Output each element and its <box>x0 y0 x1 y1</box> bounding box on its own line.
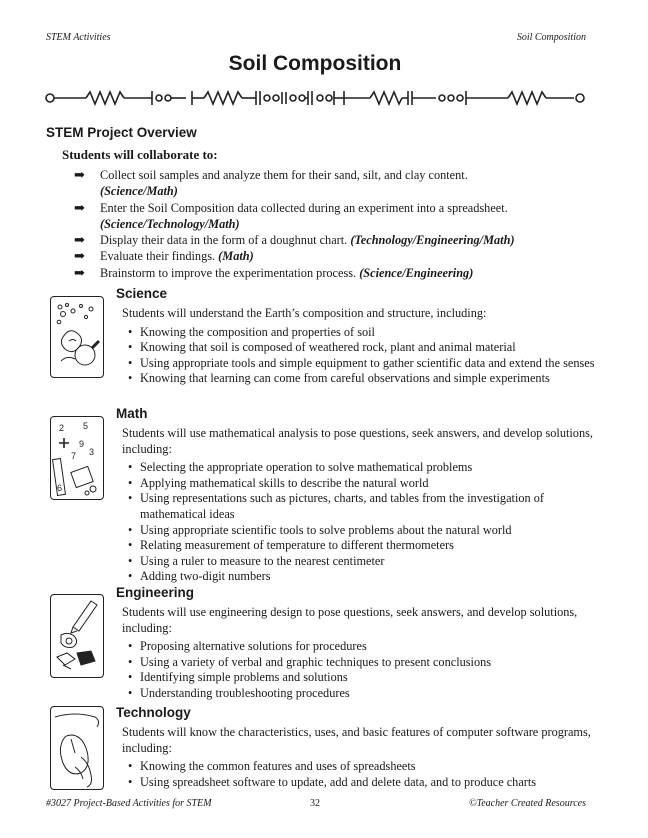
list-item: • Adding two-digit numbers <box>128 569 271 584</box>
arrow-icon: ➡ <box>74 264 85 280</box>
arrow-icon: ➡ <box>74 248 85 264</box>
overview-item-text: Brainstorm to improve the experimentation process. <box>100 265 357 280</box>
list-item: • Relating measurement of temperature to different thermometers <box>128 538 454 553</box>
list-item: • Knowing that learning can come from careful observations and simple experiments <box>128 371 550 386</box>
engineering-block <box>122 605 602 702</box>
overview-item-tag: (Science/Engineering) <box>359 265 474 280</box>
overview-subheading: Students will collaborate to: <box>62 147 218 162</box>
math-icon-digit: 3 <box>89 447 95 457</box>
overview-item-text: Collect soil samples and analyze them for their sand, silt, and clay content. <box>100 168 468 182</box>
footer-copyright: ©Teacher Created Resources <box>468 798 586 809</box>
list-item: • Knowing the composition and properties of soil <box>128 324 375 339</box>
list-item: • Using a variety of verbal and graphic techniques to present conclusions <box>128 654 492 669</box>
list-item: • Knowing that soil is composed of weathered rock, plant and animal material <box>128 340 516 355</box>
math-icon-digit: 2 <box>59 423 65 433</box>
technology-heading: Technology <box>116 705 191 720</box>
overview-item-tag: (Math) <box>218 249 254 264</box>
technology-intro: Students will know the characteristics, uses, and basic features of computer software programs, including: <box>122 725 591 755</box>
list-item: • Using representations such as pictures, charts, and tables from the investigation of mathematical ideas <box>128 491 544 521</box>
math-list <box>122 460 602 585</box>
math-icon-digit: 7 <box>71 451 77 461</box>
list-item: • Using spreadsheet software to update, add and delete data, and to produce charts <box>128 774 537 789</box>
footer-title: #3027 Project-Based Activities for STEM <box>46 798 212 809</box>
math-icon-digit: 6 <box>57 483 63 493</box>
arrow-icon: ➡ <box>74 232 85 248</box>
page-title: Soil Composition <box>228 52 402 75</box>
overview-heading: STEM Project Overview <box>46 125 197 140</box>
list-item: • Using a ruler to measure to the nearest centimeter <box>128 553 385 568</box>
list-item: • Selecting the appropriate operation to solve mathematical problems <box>128 460 473 475</box>
list-item: • Proposing alternative solutions for procedures <box>128 639 367 654</box>
list-item: • Using appropriate scientific tools to solve problems about the natural world <box>128 522 512 537</box>
list-item: • Applying mathematical skills to describe the natural world <box>128 475 429 490</box>
running-header-left: STEM Activities <box>46 32 111 43</box>
overview-item <box>74 167 594 200</box>
math-icon <box>50 416 104 500</box>
math-icon-digit: 5 <box>83 421 89 431</box>
overview-item <box>74 248 594 264</box>
engineering-intro: Students will use engineering design to pose questions, seek answers, and develop solutions, including: <box>122 605 578 635</box>
overview-item <box>74 265 594 281</box>
engineering-heading: Engineering <box>116 585 195 600</box>
math-icon-digit: 9 <box>79 439 85 449</box>
math-block <box>122 426 602 585</box>
arrow-icon: ➡ <box>74 167 85 182</box>
running-header-right: Soil Composition <box>516 32 586 43</box>
overview-item-text: Enter the Soil Composition data collected during an experiment into a spreadsheet. <box>100 200 508 215</box>
computer-mouse-icon <box>50 706 104 790</box>
science-icon <box>50 296 104 378</box>
math-intro: Students will use mathematical analysis to pose questions, seek answers, and develop solutions, including: <box>122 426 593 456</box>
list-item: • Identifying simple problems and solutions <box>128 670 348 685</box>
page-number: 32 <box>310 798 320 809</box>
overview-item-text: Display their data in the form of a doughnut chart. <box>100 233 348 248</box>
arrow-icon: ➡ <box>74 199 85 215</box>
overview-item-tag: (Technology/Engineering/Math) <box>350 233 515 248</box>
engineering-icon <box>50 594 104 678</box>
science-heading: Science <box>116 286 168 301</box>
overview-item-text: Evaluate their findings. <box>100 249 216 264</box>
list-item: • Knowing the common features and uses of spreadsheets <box>128 759 416 774</box>
math-heading: Math <box>116 406 148 421</box>
overview-item <box>74 200 594 233</box>
overview-item <box>74 232 594 248</box>
list-item: • Using appropriate tools and simple equipment to gather scientific data and extend the senses <box>128 355 595 370</box>
engineering-list <box>122 639 602 701</box>
overview-item-tag: (Science/Technology/Math) <box>100 216 240 231</box>
overview-item-tag: (Science/Math) <box>100 184 178 199</box>
technology-block <box>122 725 602 790</box>
science-list <box>122 325 602 387</box>
list-item: • Understanding troubleshooting procedures <box>128 685 350 700</box>
science-block <box>122 306 602 387</box>
science-intro: Students will understand the Earth’s composition and structure, including: <box>122 306 487 320</box>
circuit-divider <box>44 86 588 110</box>
technology-list <box>122 759 602 790</box>
overview-list <box>74 167 594 281</box>
